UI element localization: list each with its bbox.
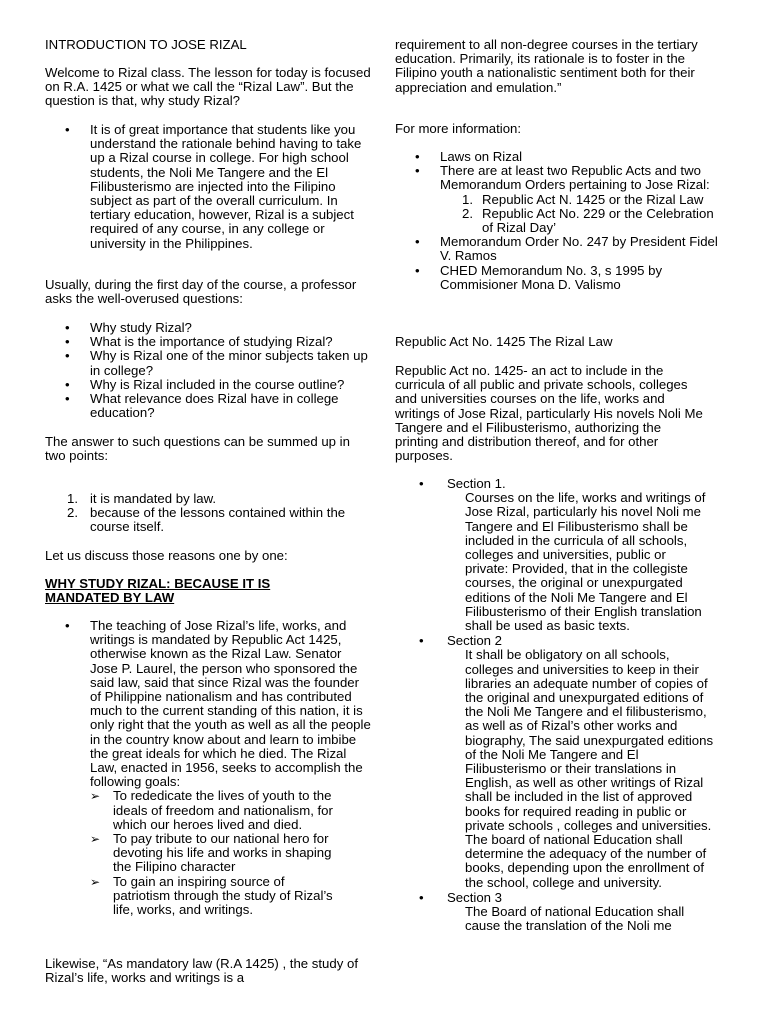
section-body: Courses on the life, works and writings of Jose Rizal, particularly his novel Noli me Tangere and El Filibusterismo shall be included in the curricula of all schools, colleges and universities, public or private: Provided, that in the collegiste courses, the original or unexpurgated editions of the Noli Me Tangere and El Filibusterismo of their English translation shall be used as basic texts. (465, 490, 706, 634)
list-item: • Why is Rizal included in the course outline? (45, 378, 371, 392)
section-2 (395, 634, 725, 890)
importance-text: It is of great importance that students like you understand the rationale behind having to take up a Rizal course in college. For high school students, the Noli Me Tangere and the El Filibusterismo are injected into the Filipino subject as part of the overall curriculum. In tertiary education, however, Rizal is a subject required of any course, in any college or university in the Philippines. (90, 122, 362, 251)
importance-list (45, 123, 371, 251)
continuation-paragraph: requirement to all non-degree courses in the tertiary education. Primarily, its rationale is to foster in the Filipino youth a nationalistic sentiment both for their appreciation and emulation.” (395, 37, 698, 95)
list-item: • What relevance does Rizal have in college education? (45, 392, 371, 420)
section-label: Section 1. (447, 476, 506, 491)
goals-list (90, 789, 340, 917)
list-item: 2. Republic Act No. 229 or the Celebration of Rizal Day’ (462, 205, 714, 236)
section-1 (395, 477, 725, 633)
list-item: • Why is Rizal one of the minor subjects taken up in college? (45, 349, 371, 377)
sections-list (395, 477, 725, 934)
list-item (45, 123, 371, 251)
likewise-paragraph: Likewise, “As mandatory law (R.A 1425) , the study of Rizal’s life, works and writings is a (45, 956, 358, 986)
list-item: • What is the importance of studying Rizal? (45, 335, 371, 349)
section-body: It shall be obligatory on all schools, colleges and universities to keep in their libraries an adequate number of copies of the original and unexpurgated editions of the Noli Me Tangere and el filibusterismo, as well as of Rizal’s other works and biography, The said unexpurgated editions of the Noli Me Tangere and El Filibusterismo or their translations in English, as well as other writings of Rizal shall be included in the list of approved books for required reading in public or private schools , colleges and universities. The board of national Education shall determine the adequacy of the number of books, depending upon the enrollment of the school, college and university. (465, 647, 714, 890)
usually-paragraph: Usually, during the first day of the course, a professor asks the well-overused questions: (45, 277, 357, 307)
list-item: 2. because of the lessons contained within the course itself. (67, 505, 346, 535)
goal-item: ➢ To rededicate the lives of youth to the ideals of freedom and nationalism, for which our heroes lived and died. (90, 789, 340, 832)
section-label: Section 3 (447, 889, 502, 905)
list-item: • Memorandum Order No. 247 by President Fidel V. Ramos (395, 235, 725, 263)
ra-title: Republic Act No. 1425 The Rizal Law (395, 334, 613, 349)
list-item: 1. Republic Act N. 1425 or the Rizal Law (462, 191, 704, 207)
list-item: • CHED Memorandum No. 3, s 1995 by Commisioner Mona D. Valismo (395, 264, 725, 292)
section-body: The Board of national Education shall cause the translation of the Noli me (465, 904, 685, 934)
ra-description: Republic Act no. 1425- an act to include in the curricula of all public and private schools, colleges and universities courses on the life, works and writings of Jose Rizal, particularly His novels Noli Me Tangere and el Filibusterismo, authorizing the printing and distribution thereof, and for other purposes. (395, 363, 703, 464)
reasons-list (45, 492, 371, 535)
goal-item: ➢ To pay tribute to our national hero for devoting his life and works in shaping the Filipino character (90, 832, 340, 875)
list-item: • There are at least two Republic Acts and two Memorandum Orders pertaining to Jose Rizal: 1. Republic Act N. 1425 or the Rizal Law 2. Republic Act No. 229 or the Celebration of Rizal Day’ (395, 164, 725, 235)
discuss-paragraph: Let us discuss those reasons one by one: (45, 548, 288, 563)
list-item: • Why study Rizal? (45, 321, 371, 335)
list-item (45, 619, 371, 917)
list-item: • Laws on Rizal (395, 150, 725, 164)
answer-paragraph: The answer to such questions can be summed up in two points: (45, 434, 350, 464)
page-title: INTRODUCTION TO JOSE RIZAL (45, 37, 247, 52)
why-study-heading: WHY STUDY RIZAL: BECAUSE IT IS MANDATED BY LAW (45, 576, 271, 606)
goal-item: ➢ To gain an inspiring source of patriotism through the study of Rizal’s life, works, and writings. (90, 875, 340, 918)
section-3 (395, 891, 725, 934)
intro-paragraph: Welcome to Rizal class. The lesson for today is focused on R.A. 1425 or what we call the “Rizal Law”. But the question is that, why study Rizal? (45, 65, 371, 109)
laws-list (395, 150, 725, 292)
teaching-list (45, 619, 371, 917)
questions-list (45, 321, 371, 420)
teaching-text: The teaching of Jose Rizal’s life, works, and writings is mandated by Republic Act 1425, otherwise known as the Rizal Law. Senator Jose P. Laurel, the person who sponsored the said law, said that since Rizal was the founder of Philippine nationalism and has contributed much to the current standing of this nation, it is only right that the youth as well as all the people in the country know about and learn to imbibe the great ideals for which he died. The Rizal Law, enacted in 1956, seeks to accomplish the following goals: (90, 618, 371, 790)
acts-list (440, 193, 725, 236)
list-item: 1. it is mandated by law. (67, 491, 217, 506)
section-label: Section 2 (447, 633, 502, 649)
more-info-heading: For more information: (395, 121, 522, 136)
